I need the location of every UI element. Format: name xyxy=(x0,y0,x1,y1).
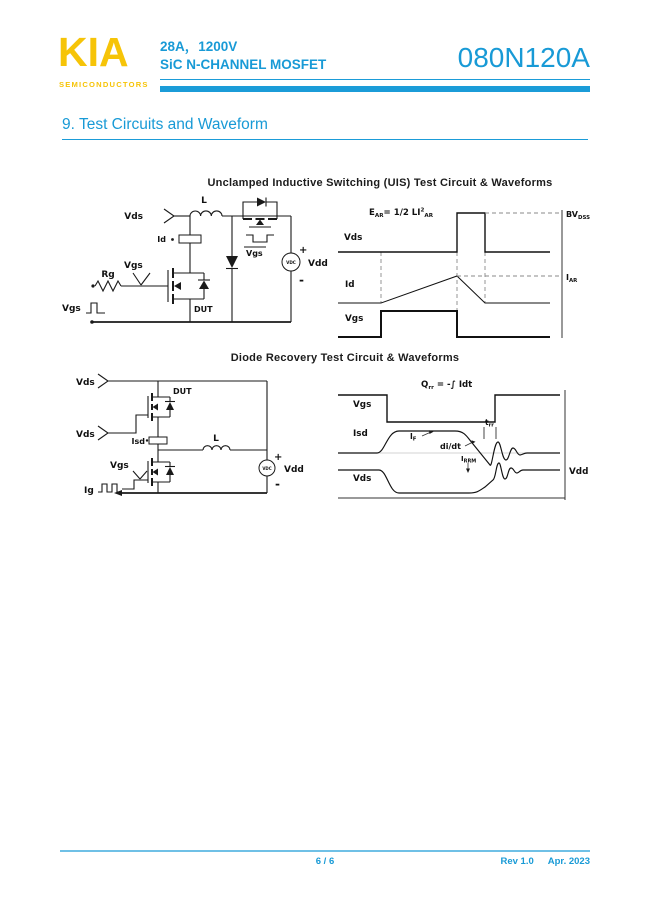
iar-label: IAR xyxy=(566,273,578,284)
brand-logo: KIA xyxy=(58,29,129,75)
isd-dot xyxy=(146,439,148,441)
plus-sign: + xyxy=(299,245,308,256)
device-rating: 28A，1200V xyxy=(160,39,238,54)
vgs-probe-mark xyxy=(133,273,150,285)
body-diode xyxy=(199,281,209,290)
minus-sign: - xyxy=(275,477,280,491)
device-title-block xyxy=(160,39,326,73)
body-arrow xyxy=(174,282,181,290)
vgs-pulse-label: Vgs xyxy=(62,304,81,314)
timing-guides xyxy=(381,252,485,311)
dut-mosfet xyxy=(168,268,213,322)
device-type: SiC N-CHANNEL MOSFET xyxy=(160,56,327,72)
rail-dot xyxy=(90,320,94,324)
isd-trace-group xyxy=(338,418,560,473)
ig-pulse-input xyxy=(84,484,122,496)
if-label: IF xyxy=(410,432,417,443)
dut-mosfet-upper xyxy=(108,381,192,437)
vds-bottom-label: Vds xyxy=(76,430,95,440)
vdd-source xyxy=(282,216,328,322)
vgs-trace-group xyxy=(338,395,560,422)
vds-trace xyxy=(338,213,550,252)
vgs-probe-label: Vgs xyxy=(124,261,143,271)
inductor-label: L xyxy=(213,434,219,444)
isd-axis-label: Isd xyxy=(353,429,368,439)
brand-logo-subtext: SEMICONDUCTORS xyxy=(59,80,149,89)
dut-label: DUT xyxy=(194,305,213,314)
vds-top-label: Vds xyxy=(76,378,95,388)
vgs-trace-group xyxy=(338,311,550,337)
isd-label: Isd xyxy=(131,437,145,446)
gate-wire xyxy=(122,480,148,489)
uis-test-circuit-diagram xyxy=(60,190,330,340)
vgs-axis-label: Vgs xyxy=(353,400,372,410)
driver-mosfet-lower xyxy=(110,458,175,493)
vdc-label: VDC xyxy=(286,259,296,265)
id-dot xyxy=(171,238,174,241)
vds-top-probe xyxy=(76,374,108,388)
parallel-diode xyxy=(257,198,266,207)
id-current-sense xyxy=(157,216,201,273)
double-pulse-glyph xyxy=(98,484,122,492)
vds-axis-label: Vds xyxy=(344,233,363,243)
inductor-coil xyxy=(190,196,222,216)
revision-label: Rev 1.0 xyxy=(500,856,534,867)
didt-label: di/dt xyxy=(440,442,461,451)
figure2-title: Diode Recovery Test Circuit & Waveforms xyxy=(230,352,460,364)
revision-info xyxy=(500,856,590,867)
rail-arrow xyxy=(114,490,122,496)
inverted-pulse-glyph xyxy=(246,235,274,242)
figure1-title: Unclamped Inductive Switching (UIS) Test Circuit & Waveforms xyxy=(207,177,553,189)
body-diode xyxy=(166,467,174,475)
vdd-level-label: Vdd xyxy=(569,467,589,477)
vgs-probe-mark xyxy=(133,471,147,479)
minus-sign: - xyxy=(299,273,304,287)
vgs-pulse-input xyxy=(62,303,105,314)
vds-probe-label: Vds xyxy=(124,212,143,222)
gate-drive-path xyxy=(91,261,168,291)
diode-recovery-circuit-diagram xyxy=(60,365,330,505)
vds-bottom-probe xyxy=(76,426,108,440)
diode-recovery-waveform-plot xyxy=(333,365,603,510)
header-rule-thin xyxy=(160,79,590,80)
trr-label: trr xyxy=(485,418,494,429)
clamp-diode-branch xyxy=(226,216,238,322)
bvdss-label: BVDSS xyxy=(566,210,590,221)
part-number: 080N120A xyxy=(457,42,590,73)
header-rule-thick xyxy=(160,86,590,92)
didt-arrowhead xyxy=(472,440,476,444)
body-diode xyxy=(166,402,174,410)
qrr-equation: $Q_{rr}$ = -∫ Idt xyxy=(421,380,473,391)
load-inductor xyxy=(158,434,267,450)
channel-arrow xyxy=(256,220,264,226)
ig-label: Ig xyxy=(84,486,94,496)
vgs-label: Vgs xyxy=(110,461,129,471)
irrm-arrowhead xyxy=(466,469,470,474)
clamp-mosfet xyxy=(243,198,277,259)
vdd-label: Vdd xyxy=(308,259,328,269)
footer-rule xyxy=(60,850,590,852)
vds-probe xyxy=(124,209,174,223)
pulse-glyph xyxy=(86,303,105,313)
bottom-rail xyxy=(90,320,291,324)
input-terminal-dot xyxy=(91,284,94,287)
trr-ticks xyxy=(484,427,496,439)
vdd-source xyxy=(259,381,304,493)
id-label: Id xyxy=(157,235,166,244)
section-title: 9. Test Circuits and Waveform xyxy=(62,116,588,140)
revision-date: Apr. 2023 xyxy=(547,856,590,867)
gate-wire xyxy=(108,415,148,433)
rg-resistor xyxy=(95,281,121,291)
dut-label: DUT xyxy=(173,387,192,396)
didt-arrow xyxy=(465,442,473,446)
uis-energy-equation: $E_{AR}= 1/2$ $LI^2_{AR}$ xyxy=(369,207,434,219)
vdd-label: Vdd xyxy=(284,465,304,475)
clamp-diode xyxy=(226,256,238,268)
body-arrow xyxy=(153,404,159,411)
id-trace-group xyxy=(338,273,578,303)
vds-trace-group xyxy=(338,463,588,493)
id-axis-label: Id xyxy=(345,280,355,290)
page-number: 6 / 6 xyxy=(315,856,335,867)
bottom-rail xyxy=(114,490,267,496)
inductor-label: L xyxy=(201,196,207,206)
vgs-trace xyxy=(338,311,550,337)
rg-label: Rg xyxy=(101,270,115,280)
irrm-label: IRRM xyxy=(461,455,477,465)
uis-waveform-plot xyxy=(333,190,598,340)
body-arrow xyxy=(153,469,159,476)
plus-sign: + xyxy=(274,452,283,463)
vds-axis-label: Vds xyxy=(353,474,372,484)
vdc-label: VDC xyxy=(262,465,272,471)
clamp-gate-label: Vgs xyxy=(246,249,263,258)
vgs-axis-label: Vgs xyxy=(345,314,364,324)
id-trace xyxy=(338,276,550,303)
